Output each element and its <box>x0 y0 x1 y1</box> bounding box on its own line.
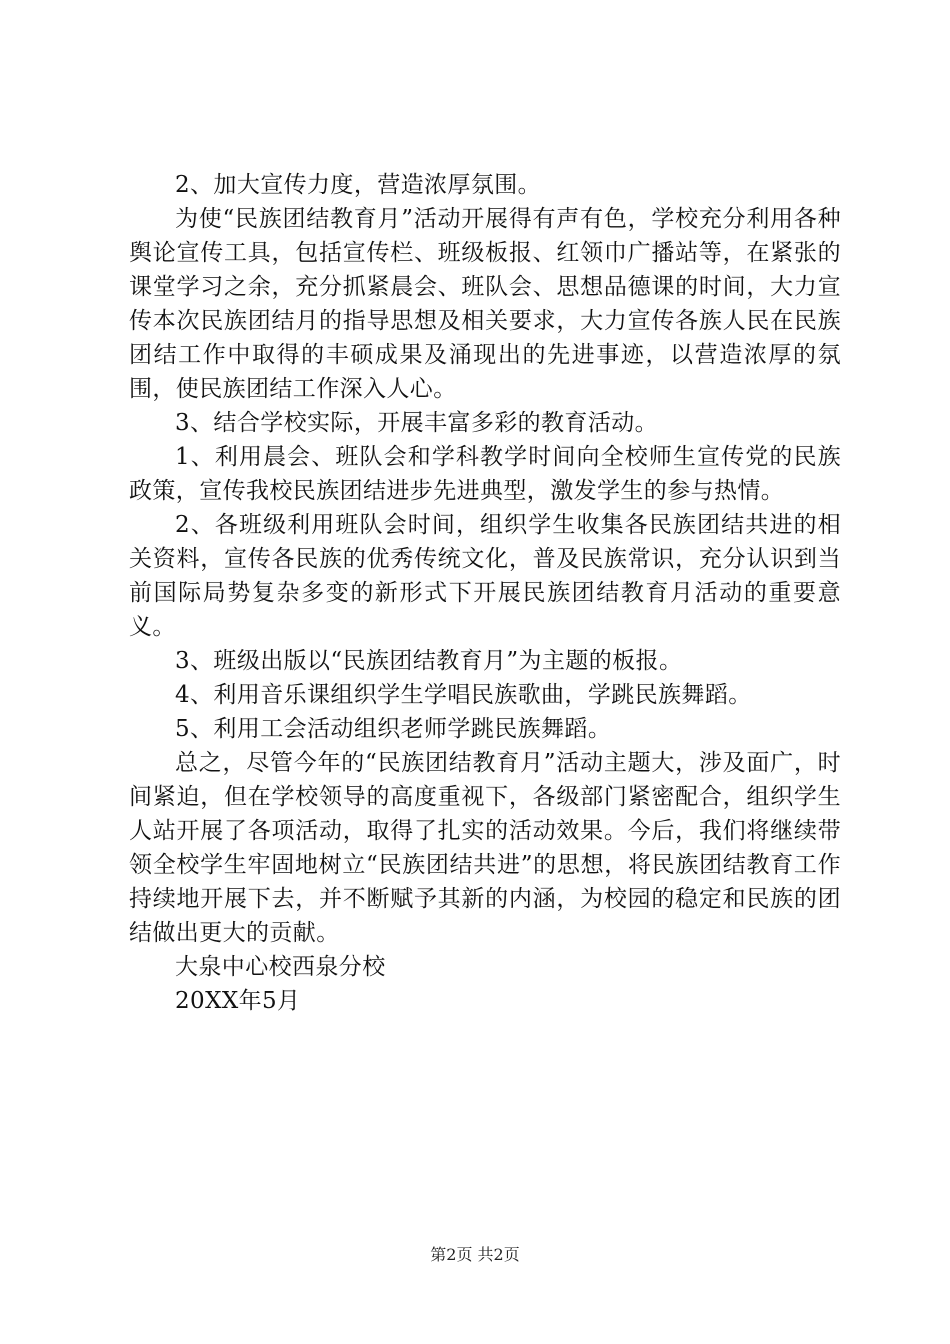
document-body <box>129 168 841 1018</box>
list-item-2: 2、各班级利用班队会时间，组织学生收集各民族团结共进的相关资料，宣传各民族的优秀传统文化，普及民族常识，充分认识到当前国际局势复杂多变的新形式下开展民族团结教育月活动的重要意义。 <box>129 512 841 640</box>
paragraph-summary: 总之，尽管今年的“民族团结教育月”活动主题大，涉及面广，时间紧迫，但在学校领导的高度重视下，各级部门紧密配合，组织学生人站开展了各项活动，取得了扎实的活动效果。今后，我们将继续带领全校学生牢固地树立“民族团结共进”的思想，将民族团结教育工作持续地开展下去，并不断赋予其新的内涵，为校园的稳定和民族的团结做出更大的贡献。 <box>129 750 841 946</box>
list-item-3: 3、班级出版以“民族团结教育月”为主题的板报。 <box>175 648 683 674</box>
signature-date: 20XX年5月 <box>175 988 301 1014</box>
signature-school: 大泉中心校西泉分校 <box>175 954 386 980</box>
section-heading-activities: 3、结合学校实际，开展丰富多彩的教育活动。 <box>175 410 659 436</box>
list-item-1: 1、利用晨会、班队会和学科教学时间向全校师生宣传党的民族政策，宣传我校民族团结进步先进典型，激发学生的参与热情。 <box>129 444 841 504</box>
list-item-5: 5、利用工会活动组织老师学跳民族舞蹈。 <box>175 716 612 742</box>
section-heading-publicity: 2、加大宣传力度，营造浓厚氛围。 <box>175 172 542 198</box>
list-item-4: 4、利用音乐课组织学生学唱民族歌曲，学跳民族舞蹈。 <box>175 682 752 708</box>
page-footer: 第2页 共2页 <box>430 1245 520 1264</box>
paragraph-publicity: 为使“民族团结教育月”活动开展得有声有色，学校充分利用各种舆论宣传工具，包括宣传栏、班级板报、红领巾广播站等，在紧张的课堂学习之余，充分抓紧晨会、班队会、思想品德课的时间，大力宣传本次民族团结月的指导思想及相关要求，大力宣传各族人民在民族团结工作中取得的丰硕成果及涌现出的先进事迹，以营造浓厚的氛围，使民族团结工作深入人心。 <box>129 206 841 402</box>
